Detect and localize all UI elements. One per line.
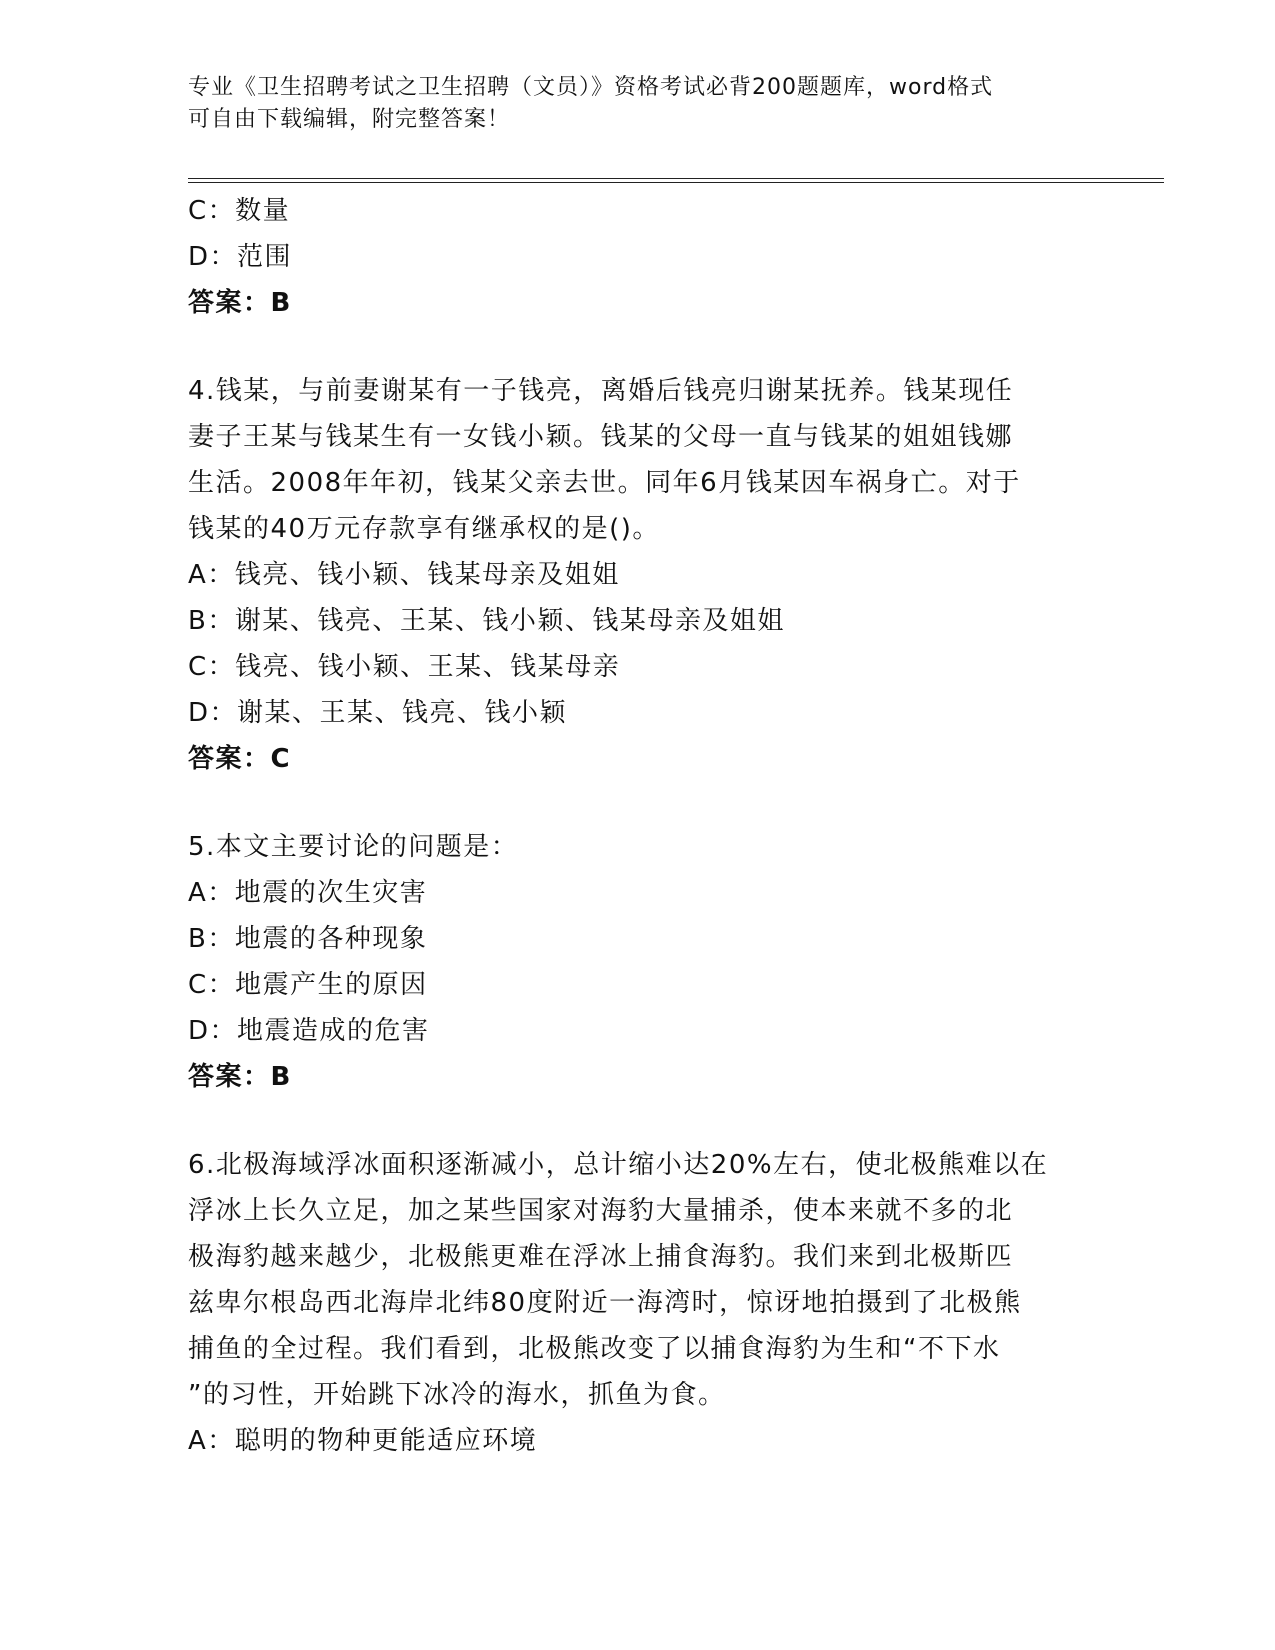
spacer	[188, 782, 1088, 824]
header-title-line-2: 可自由下载编辑，附完整答案！	[188, 107, 511, 132]
answer-line: 答案：C	[188, 744, 292, 774]
option-c: C：钱亮、钱小颖、王某、钱某母亲	[188, 652, 621, 682]
question-5	[188, 824, 1088, 1100]
question-6	[188, 1142, 1088, 1464]
header-title-line-1: 专业《卫生招聘考试之卫生招聘（文员）》资格考试必背200题题库，word格式	[188, 75, 994, 100]
option-b: B：谢某、钱亮、王某、钱小颖、钱某母亲及姐姐	[188, 606, 785, 636]
option-a: A：地震的次生灾害	[188, 878, 428, 908]
question-stem-line: 6.北极海域浮冰面积逐渐减小，总计缩小达20%左右，使北极熊难以在	[188, 1150, 1049, 1180]
option-b: B：地震的各种现象	[188, 924, 428, 954]
option-c: C：数量	[188, 196, 291, 226]
spacer	[188, 326, 1088, 368]
question-stem-line: 钱某的40万元存款享有继承权的是()。	[188, 514, 660, 544]
question-stem-line: 妻子王某与钱某生有一女钱小颖。钱某的父母一直与钱某的姐姐钱娜	[188, 422, 1014, 452]
option-d: D：地震造成的危害	[188, 1016, 430, 1046]
option-c: C：地震产生的原因	[188, 970, 428, 1000]
question-stem-line: 浮冰上长久立足，加之某些国家对海豹大量捕杀，使本来就不多的北	[188, 1196, 1014, 1226]
question-stem-line: 4.钱某，与前妻谢某有一子钱亮，离婚后钱亮归谢某抚养。钱某现任	[188, 376, 1014, 406]
option-a: A：聪明的物种更能适应环境	[188, 1426, 538, 1456]
answer-line: 答案：B	[188, 1062, 292, 1092]
question-stem-line: 生活。2008年年初，钱某父亲去世。同年6月钱某因车祸身亡。对于	[188, 468, 1021, 498]
question-4	[188, 368, 1088, 782]
document-header	[188, 72, 1088, 136]
question-3	[188, 188, 1088, 326]
question-stem-line: 兹卑尔根岛西北海岸北纬80度附近一海湾时，惊讶地拍摄到了北极熊	[188, 1288, 1022, 1318]
option-a: A：钱亮、钱小颖、钱某母亲及姐姐	[188, 560, 620, 590]
question-stem-line: 极海豹越来越少，北极熊更难在浮冰上捕食海豹。我们来到北极斯匹	[188, 1242, 1014, 1272]
option-d: D：范围	[188, 242, 293, 272]
option-d: D：谢某、王某、钱亮、钱小颖	[188, 698, 568, 728]
answer-line: 答案：B	[188, 288, 292, 318]
question-stem-line: ”的习性，开始跳下冰冷的海水，抓鱼为食。	[188, 1380, 726, 1410]
question-stem-line: 5.本文主要讨论的问题是：	[188, 832, 519, 862]
question-content	[188, 188, 1088, 1464]
spacer	[188, 1100, 1088, 1142]
header-divider	[188, 178, 1164, 183]
question-stem-line: 捕鱼的全过程。我们看到，北极熊改变了以捕食海豹为生和“不下水	[188, 1334, 1001, 1364]
